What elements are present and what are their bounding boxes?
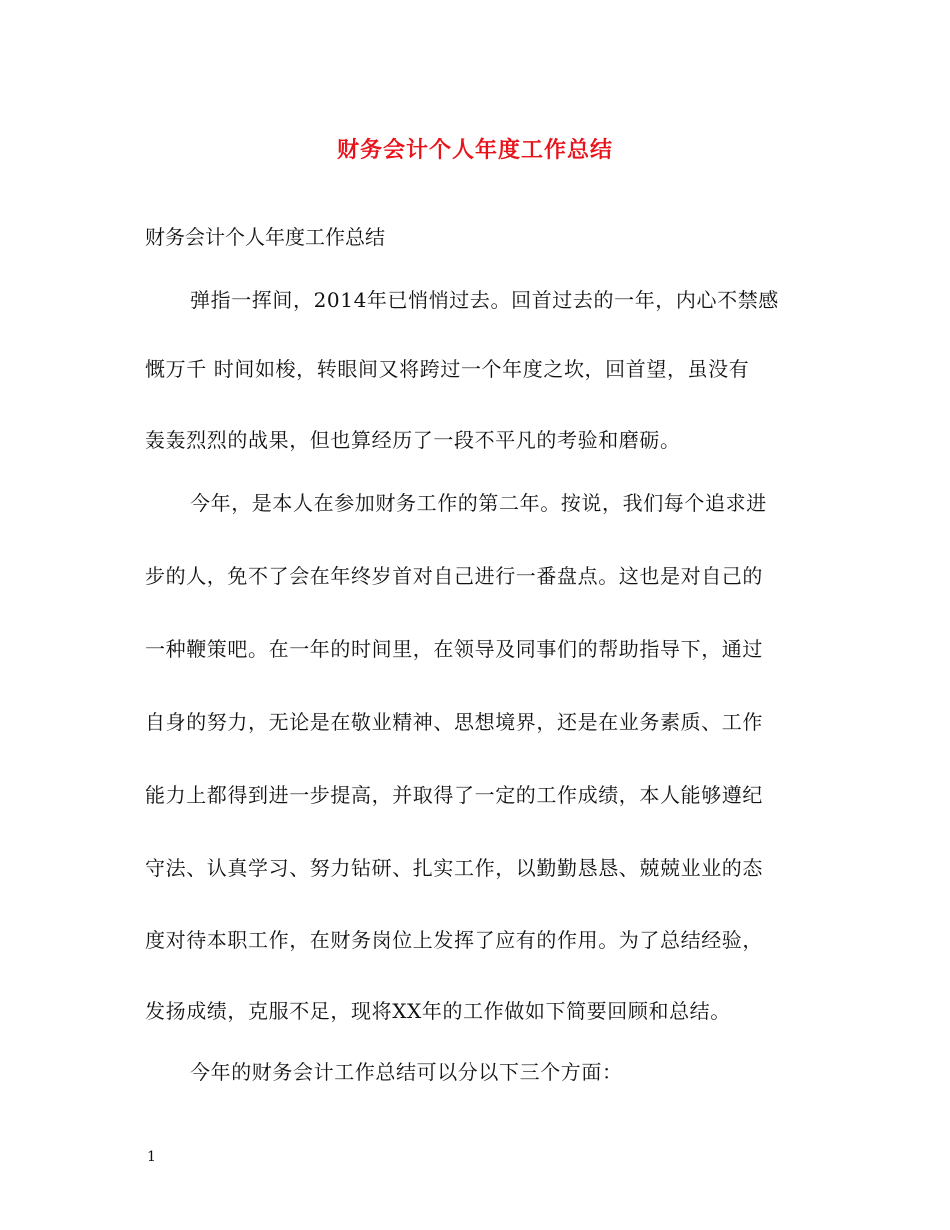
page-number: 1	[147, 1149, 156, 1165]
paragraph-line: 度对待本职工作，在财务岗位上发挥了应有的作用。为了总结经验，	[145, 928, 763, 952]
paragraph-line: 能力上都得到进一步提高，并取得了一定的工作成绩，本人能够遵纪	[145, 783, 763, 807]
paragraph-line: 弹指一挥间，2014年已悄悄过去。回首过去的一年，内心不禁感	[190, 288, 779, 312]
document-title: 财务会计个人年度工作总结	[336, 137, 613, 163]
paragraph-line: 守法、认真学习、努力钻研、扎实工作，以勤勤恳恳、兢兢业业的态	[145, 856, 763, 880]
document-subtitle: 财务会计个人年度工作总结	[145, 225, 385, 249]
paragraph-line: 今年的财务会计工作总结可以分以下三个方面：	[190, 1060, 623, 1084]
paragraph-line: 今年，是本人在参加财务工作的第二年。按说，我们每个追求进	[190, 491, 767, 515]
paragraph-line: 一种鞭策吧。在一年的时间里，在领导及同事们的帮助指导下，通过	[145, 637, 763, 661]
paragraph-line: 慨万千 时间如梭，转眼间又将跨过一个年度之坎，回首望，虽没有	[145, 357, 750, 381]
paragraph-line: 自身的努力，无论是在敬业精神、思想境界，还是在业务素质、工作	[145, 710, 763, 734]
paragraph-line: 发扬成绩，克服不足，现将XX年的工作做如下简要回顾和总结。	[145, 999, 731, 1023]
paragraph-line: 步的人，免不了会在年终岁首对自己进行一番盘点。这也是对自己的	[145, 564, 763, 588]
paragraph-line: 轰轰烈烈的战果，但也算经历了一段不平凡的考验和磨砺。	[145, 428, 681, 452]
